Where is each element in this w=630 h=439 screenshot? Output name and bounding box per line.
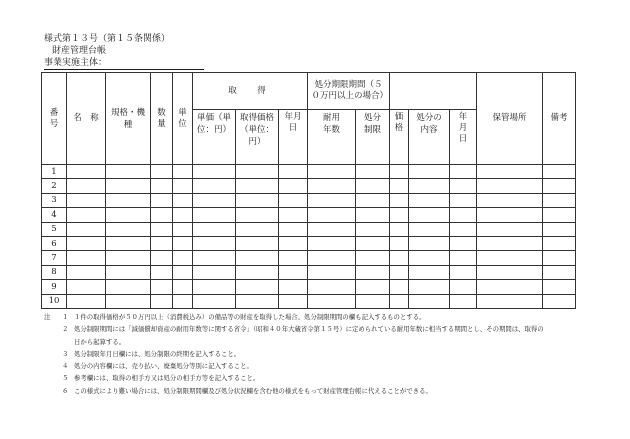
table-cell: [173, 208, 193, 222]
table-cell: [151, 236, 173, 250]
header-acquisition-price: 取得価格（単位：円）: [236, 110, 279, 165]
header-disposal-content: 処分の内容: [409, 110, 450, 165]
table-cell: [477, 236, 543, 250]
table-cell: [390, 236, 409, 250]
table-cell: [450, 280, 477, 294]
table-cell: [193, 294, 236, 308]
table-cell: [106, 165, 151, 179]
table-cell: [543, 265, 576, 279]
note-text-continuation: 日から起算する。: [74, 337, 126, 346]
table-cell: [543, 193, 576, 207]
table-cell: [543, 294, 576, 308]
header-unit: 単位: [173, 73, 193, 165]
note-item: [44, 311, 604, 323]
table-cell: [477, 265, 543, 279]
table-cell: [173, 165, 193, 179]
table-cell: [409, 193, 450, 207]
table-cell: [543, 236, 576, 250]
table-cell: [193, 222, 236, 236]
header-name: 名 称: [67, 73, 106, 165]
table-cell: [356, 222, 390, 236]
table-cell: [173, 294, 193, 308]
table-cell: [106, 222, 151, 236]
table-cell: [477, 208, 543, 222]
note-number: ４: [62, 362, 69, 371]
table-cell: [106, 208, 151, 222]
table-row: [42, 265, 576, 279]
note-text: この様式により難い場合には、処分制限期間欄及び処分状況欄を含む他の様式をもって財産管理台帳に代えることができる。: [74, 386, 432, 395]
table-cell: [151, 193, 173, 207]
table-cell: [106, 193, 151, 207]
row-number: 3: [42, 193, 67, 207]
table-cell: [450, 265, 477, 279]
row-number: 1: [42, 165, 67, 179]
table-cell: [193, 165, 236, 179]
table-cell: [236, 236, 279, 250]
table-cell: [193, 179, 236, 193]
notes-section: [44, 311, 604, 397]
note-number: ５: [62, 374, 69, 383]
row-number: 10: [42, 294, 67, 308]
header-useful-life: 耐用年数: [308, 110, 356, 165]
table-cell: [477, 222, 543, 236]
table-row: [42, 222, 576, 236]
table-cell: [308, 236, 356, 250]
table-cell: [67, 251, 106, 265]
table-cell: [279, 193, 308, 207]
table-cell: [308, 222, 356, 236]
header-location: 保管場所: [477, 73, 543, 165]
note-number: ６: [62, 386, 69, 395]
table-cell: [450, 208, 477, 222]
table-cell: [106, 236, 151, 250]
table-cell: [409, 165, 450, 179]
table-cell: [67, 179, 106, 193]
note-item: [44, 385, 604, 397]
table-cell: [409, 251, 450, 265]
note-number: ３: [62, 349, 69, 358]
table-cell: [409, 179, 450, 193]
table-cell: [173, 280, 193, 294]
table-cell: [236, 193, 279, 207]
table-cell: [151, 165, 173, 179]
table-row: [42, 193, 576, 207]
header-acquisition: 取 得: [193, 73, 308, 110]
table-cell: [151, 294, 173, 308]
table-cell: [356, 179, 390, 193]
table-cell: [67, 265, 106, 279]
table-cell: [236, 179, 279, 193]
table-cell: [279, 236, 308, 250]
table-cell: [477, 165, 543, 179]
header-remarks: 備考: [543, 73, 576, 165]
table-cell: [279, 251, 308, 265]
table-cell: [193, 251, 236, 265]
table-cell: [279, 222, 308, 236]
table-cell: [409, 208, 450, 222]
table-cell: [390, 179, 409, 193]
table-cell: [409, 222, 450, 236]
table-cell: [450, 179, 477, 193]
table-cell: [308, 251, 356, 265]
table-cell: [543, 165, 576, 179]
form-number: 様式第１３号（第１５条関係）: [44, 34, 171, 44]
table-row: [42, 280, 576, 294]
table-cell: [173, 265, 193, 279]
table-cell: [151, 179, 173, 193]
note-text: 処分制限年月日欄には、処分制限の終期を記入すること。: [74, 349, 241, 358]
table-cell: [409, 280, 450, 294]
table-cell: [356, 251, 390, 265]
table-cell: [450, 294, 477, 308]
table-cell: [173, 236, 193, 250]
table-cell: [450, 251, 477, 265]
table-cell: [477, 280, 543, 294]
table-cell: [308, 294, 356, 308]
table-cell: [409, 265, 450, 279]
table-cell: [67, 222, 106, 236]
row-number: 7: [42, 251, 67, 265]
table-cell: [236, 222, 279, 236]
table-cell: [279, 294, 308, 308]
table-cell: [67, 236, 106, 250]
note-text: 処分の内容欄には、売り払い、廃棄処分等別に記入すること。: [74, 362, 253, 371]
table-cell: [236, 294, 279, 308]
table-cell: [356, 265, 390, 279]
header-spec: 規格・機種: [106, 73, 151, 165]
document-title: 財産管理台帳: [52, 46, 107, 56]
table-cell: [236, 208, 279, 222]
table-cell: [279, 265, 308, 279]
row-number: 8: [42, 265, 67, 279]
table-cell: [279, 165, 308, 179]
table-cell: [390, 208, 409, 222]
table-cell: [173, 251, 193, 265]
table-cell: [390, 193, 409, 207]
header-disposal-restriction: 処分制限: [356, 110, 390, 165]
table-cell: [450, 236, 477, 250]
table-cell: [477, 193, 543, 207]
table-cell: [543, 222, 576, 236]
table-cell: [450, 193, 477, 207]
note-text: 処分制限期間には「減価償却資産の耐用年数等に関する省令」（昭和４０年大蔵省令第１５号）に定められている耐用年数に相当する期間とし、その期間は、取得の: [74, 325, 544, 334]
table-cell: [151, 222, 173, 236]
table-cell: [477, 251, 543, 265]
row-number: 5: [42, 222, 67, 236]
note-text: １件の取得価格が５０万円以上（消費税込み）の備品等の財産を取得した場合、処分制限期間の欄も記入するものとする。: [74, 313, 426, 321]
header-disposal-limit-period: 処分期限期間（５０万円以上の場合）: [308, 73, 390, 110]
table-cell: [308, 208, 356, 222]
table-row: [42, 251, 576, 265]
table-row: [42, 208, 576, 222]
table-cell: [193, 208, 236, 222]
table-cell: [543, 208, 576, 222]
note-item: [44, 323, 604, 348]
table-cell: [308, 193, 356, 207]
table-cell: [390, 165, 409, 179]
table-cell: [356, 280, 390, 294]
table-cell: [236, 165, 279, 179]
table-cell: [356, 193, 390, 207]
note-item: [44, 372, 604, 384]
table-cell: [193, 236, 236, 250]
table-cell: [390, 280, 409, 294]
table-cell: [477, 294, 543, 308]
table-cell: [236, 265, 279, 279]
table-cell: [67, 280, 106, 294]
notes-label: 注: [44, 313, 51, 321]
header-disposal-date: 年月日: [450, 110, 477, 165]
table-cell: [308, 165, 356, 179]
note-number: ２: [62, 325, 69, 334]
table-cell: [543, 179, 576, 193]
asset-ledger-table: [41, 72, 576, 309]
entity-label: 事業実施主体：: [44, 58, 204, 70]
table-cell: [356, 294, 390, 308]
table-cell: [106, 265, 151, 279]
table-cell: [106, 179, 151, 193]
table-cell: [279, 179, 308, 193]
table-cell: [543, 251, 576, 265]
header-number: 番号: [42, 73, 67, 165]
table-row: [42, 165, 576, 179]
table-cell: [477, 179, 543, 193]
table-cell: [151, 251, 173, 265]
row-number: 4: [42, 208, 67, 222]
table-cell: [193, 193, 236, 207]
table-cell: [151, 208, 173, 222]
table-row: [42, 179, 576, 193]
table-cell: [390, 251, 409, 265]
table-cell: [173, 222, 193, 236]
table-cell: [356, 165, 390, 179]
header-unit-price: 単価（単位：円）: [193, 110, 236, 165]
table-cell: [409, 294, 450, 308]
table-cell: [236, 280, 279, 294]
table-cell: [67, 165, 106, 179]
table-cell: [390, 294, 409, 308]
header-quantity: 数量: [151, 73, 173, 165]
note-number: １: [62, 313, 69, 321]
table-cell: [279, 208, 308, 222]
note-text: 参考欄には、取得の相手方又は処分の相手方等を記入すること。: [74, 374, 260, 383]
table-cell: [106, 294, 151, 308]
table-cell: [173, 193, 193, 207]
row-number: 6: [42, 236, 67, 250]
table-cell: [390, 222, 409, 236]
note-item: [44, 348, 604, 360]
header-disposal-blank: [390, 73, 477, 110]
table-cell: [106, 280, 151, 294]
row-number: 2: [42, 179, 67, 193]
table-cell: [308, 179, 356, 193]
table-cell: [236, 251, 279, 265]
table-cell: [67, 294, 106, 308]
header-disposal-price: 価格: [390, 110, 409, 165]
table-cell: [390, 265, 409, 279]
table-cell: [356, 208, 390, 222]
table-cell: [151, 265, 173, 279]
table-cell: [67, 193, 106, 207]
table-cell: [543, 280, 576, 294]
table-cell: [67, 208, 106, 222]
row-number: 9: [42, 280, 67, 294]
table-row: [42, 236, 576, 250]
table-cell: [450, 165, 477, 179]
table-cell: [356, 236, 390, 250]
table-cell: [173, 179, 193, 193]
table-cell: [106, 251, 151, 265]
table-cell: [308, 265, 356, 279]
table-cell: [193, 265, 236, 279]
table-cell: [279, 280, 308, 294]
note-item: [44, 360, 604, 372]
table-cell: [151, 280, 173, 294]
header-acquisition-date: 年月日: [279, 110, 308, 165]
table-cell: [308, 280, 356, 294]
table-cell: [409, 236, 450, 250]
table-cell: [450, 222, 477, 236]
table-cell: [193, 280, 236, 294]
table-row: [42, 294, 576, 308]
